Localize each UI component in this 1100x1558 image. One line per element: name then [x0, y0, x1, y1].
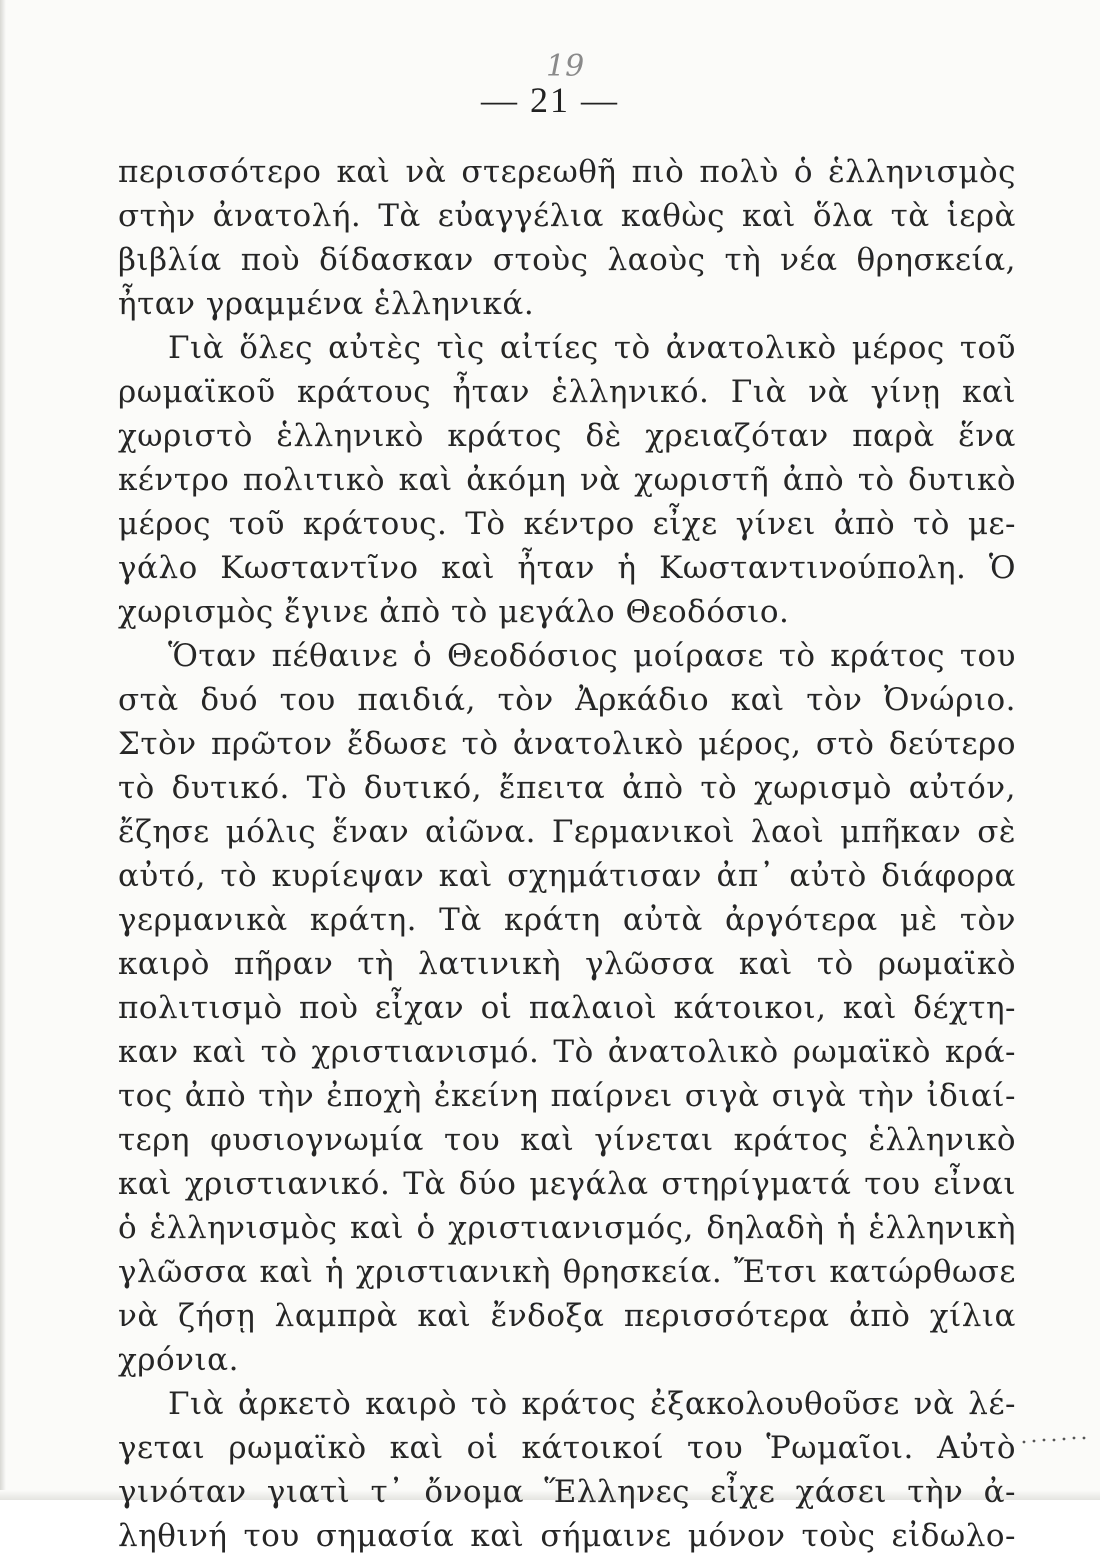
text-line: γεται ρωμαϊκὸ καὶ οἱ κάτοικοί του Ῥωμαῖοι. Αὐτὸ [118, 1430, 1016, 1466]
text-line: χωρισμὸς ἔγινε ἀπὸ τὸ μεγάλο Θεοδόσιο. [118, 594, 790, 630]
text-line: ληθινή του σημασία καὶ σήμαινε μόνον τοὺς εἰδωλο- [118, 1518, 1016, 1554]
text-line: καὶ χριστιανικό. Τὰ δύο μεγάλα στηρίγματά του εἶναι [118, 1166, 1016, 1202]
text-line: βιβλία ποὺ δίδασκαν στοὺς λαοὺς τὴ νέα θρησκεία, [118, 242, 1016, 278]
text-line: ὁ ἑλληνισμὸς καὶ ὁ χριστιανισμός, δηλαδὴ ἡ ἑλληνικὴ [118, 1210, 1016, 1246]
text-line: τὸ δυτικό. Τὸ δυτικό, ἔπειτα ἀπὸ τὸ χωρισμὸ αὐτόν, [118, 770, 1016, 806]
text-line: ἦταν γραμμένα ἑλληνικά. [118, 286, 535, 322]
text-line: γάλο Κωσταντῖνο καὶ ἦταν ἡ Κωσταντινούπολη. Ὁ [118, 550, 1016, 586]
text-line: κέντρο πολιτικὸ καὶ ἀκόμη νὰ χωριστῆ ἀπὸ τὸ δυτικὸ [118, 462, 1016, 498]
text-line: γινόταν γιατὶ τ᾿ ὄνομα Ἕλληνες εἶχε χάσει τὴν ἀ- [118, 1474, 1016, 1510]
text-line: τος ἀπὸ τὴν ἐποχὴ ἐκείνη παίρνει σιγὰ σιγὰ τὴν ἰδιαί- [118, 1078, 1016, 1114]
text-line: γερμανικὰ κράτη. Τὰ κράτη αὐτὰ ἀργότερα μὲ τὸν [118, 902, 1016, 938]
text-line: Ὅταν πέθαινε ὁ Θεοδόσιος μοίρασε τὸ κράτος του [168, 638, 1016, 674]
margin-pencil-mark [1018, 1432, 1096, 1450]
text-line: περισσότερο καὶ νὰ στερεωθῆ πιὸ πολὺ ὁ ἑλληνισμὸς [118, 154, 1016, 190]
body-text [118, 150, 1016, 1558]
text-line: καν καὶ τὸ χριστιανισμό. Τὸ ἀνατολικὸ ρωμαϊκὸ κρά- [118, 1034, 1016, 1070]
text-line: χρόνια. [118, 1342, 239, 1378]
text-line: στὰ δυό του παιδιά, τὸν Ἀρκάδιο καὶ τὸν Ὀνώριο. [118, 682, 1016, 718]
text-line: Στὸν πρῶτον ἔδωσε τὸ ἀνατολικὸ μέρος, στὸ δεύτερο [118, 726, 1016, 762]
text-line: Γιὰ ἀρκετὸ καιρὸ τὸ κράτος ἐξακολουθοῦσε νὰ λέ- [168, 1386, 1016, 1422]
printed-page-number: — 21 — [481, 80, 619, 120]
text-line: στὴν ἀνατολή. Τὰ εὐαγγέλια καθὼς καὶ ὅλα τὰ ἱερὰ [118, 198, 1016, 234]
text-line: πολιτισμὸ ποὺ εἶχαν οἱ παλαιοὶ κάτοικοι, καὶ δέχτη- [118, 990, 1016, 1026]
text-line: τερη φυσιογνωμία του καὶ γίνεται κράτος ἑλληνικὸ [118, 1122, 1016, 1158]
text-line: χωριστὸ ἑλληνικὸ κράτος δὲ χρειαζόταν παρὰ ἕνα [118, 418, 1016, 454]
handwritten-page-number: 19 [546, 49, 585, 84]
text-line: γλῶσσα καὶ ἡ χριστιανικὴ θρησκεία. Ἔτσι κατώρθωσε [118, 1254, 1016, 1290]
text-line: αὐτό, τὸ κυρίεψαν καὶ σχημάτισαν ἀπ᾿ αὐτὸ διάφορα [118, 858, 1016, 894]
text-line: Γιὰ ὅλες αὐτὲς τὶς αἰτίες τὸ ἀνατολικὸ μέρος τοῦ [168, 330, 1016, 366]
text-line: νὰ ζήσῃ λαμπρὰ καὶ ἔνδοξα περισσότερα ἀπὸ χίλια [118, 1298, 1016, 1334]
text-line: ἔζησε μόλις ἕναν αἰῶνα. Γερμανικοὶ λαοὶ μπῆκαν σὲ [118, 814, 1016, 850]
text-line: καιρὸ πῆραν τὴ λατινικὴ γλῶσσα καὶ τὸ ρωμαϊκὸ [118, 946, 1016, 982]
text-line: μέρος τοῦ κράτους. Τὸ κέντρο εἶχε γίνει ἀπὸ τὸ με- [118, 506, 1016, 542]
scan-shadow-left [0, 0, 6, 1500]
text-line: ρωμαϊκοῦ κράτους ἦταν ἑλληνικό. Γιὰ νὰ γίνῃ καὶ [118, 374, 1016, 410]
